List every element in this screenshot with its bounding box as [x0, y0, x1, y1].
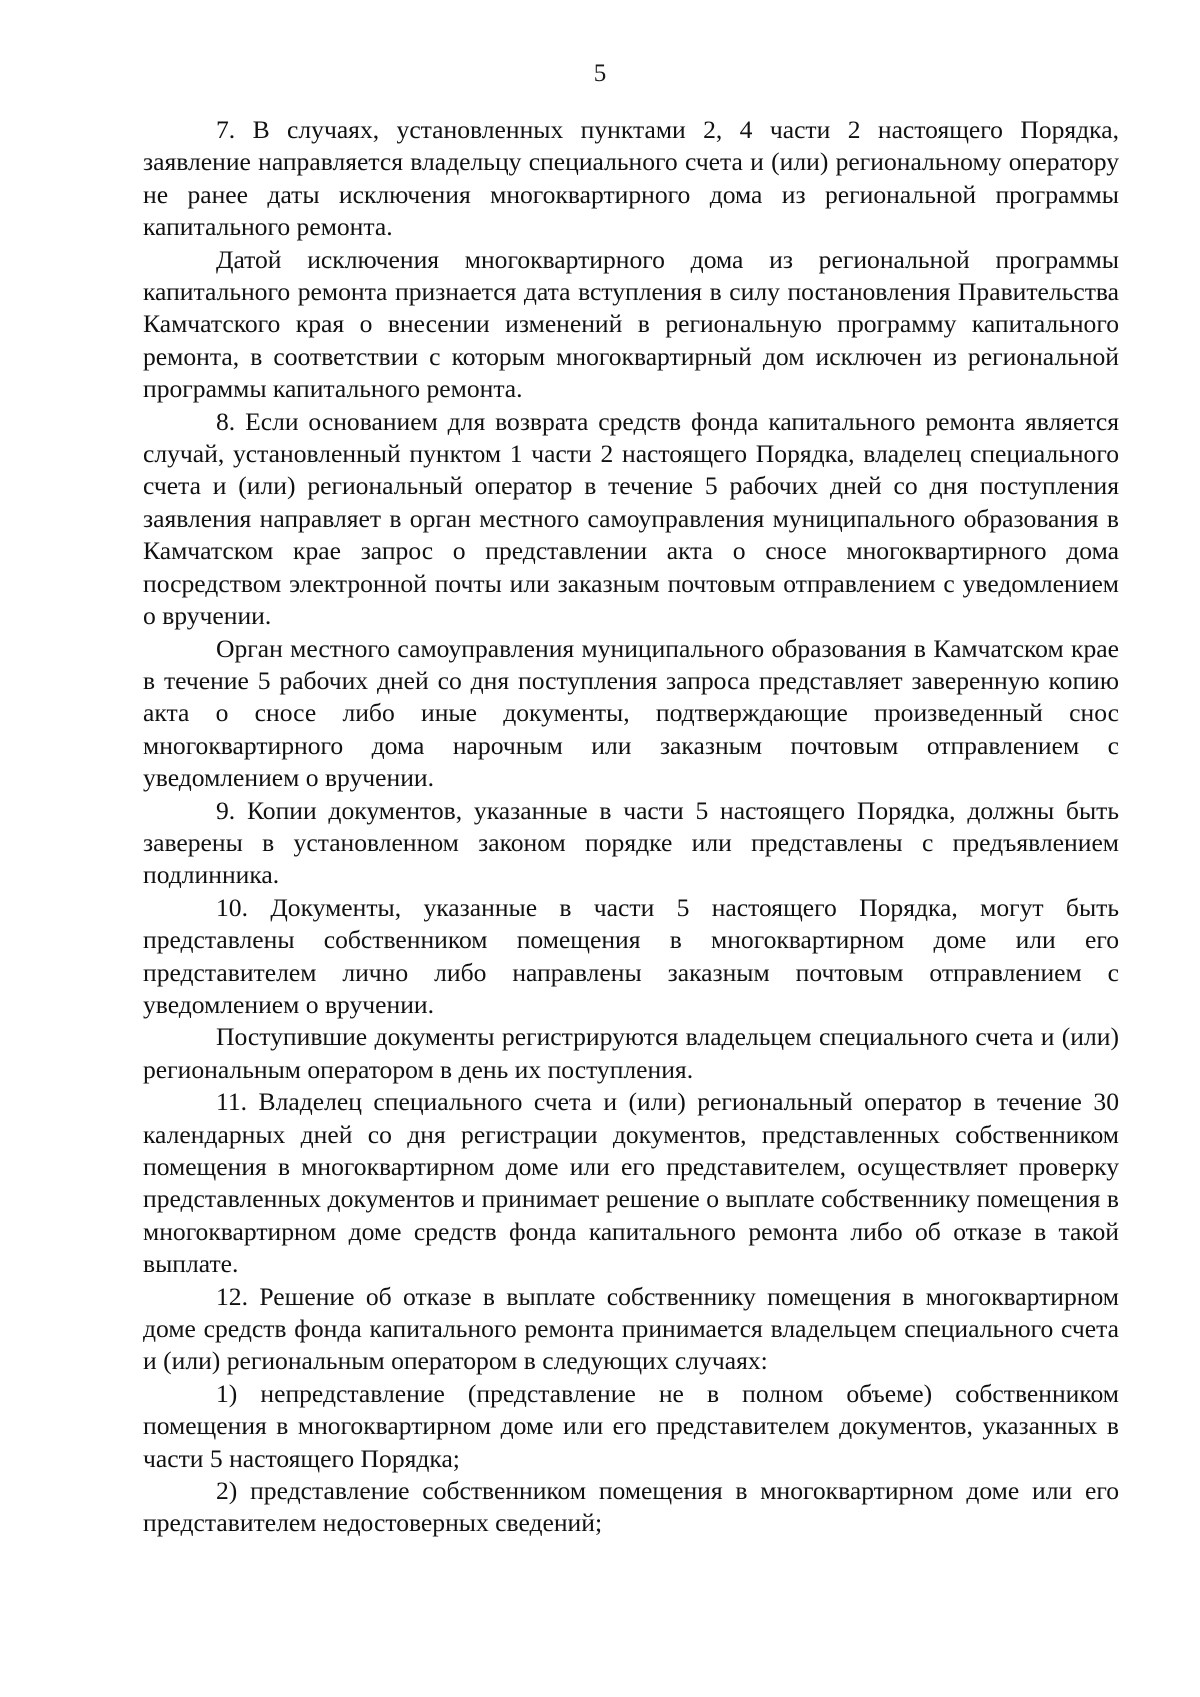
paragraph-8-local-authority: Орган местного самоуправления муниципального образования в Камчатском крае в течение 5 рабочих дней со дня поступления запроса представляет заверенную копию акта о сносе либо иные документы, подтверждающие произведенный снос многоквартирного дома нарочным или заказным почтовым отправлением с уведомлением о вручении. — [143, 633, 1119, 793]
paragraph-7: 7. В случаях, установленных пунктами 2, 4 части 2 настоящего Порядка, заявление направляется владельцу специального счета и (или) региональному оператору не ранее даты исключения многоквартирного дома из региональной программы капитального ремонта. — [143, 115, 1119, 242]
document-body — [143, 114, 1119, 1540]
paragraph-10: 10. Документы, указанные в части 5 настоящего Порядка, могут быть представлены собственником помещения в многоквартирном доме или его представителем лично либо направлены заказным почтовым отправлением с уведомлением о вручении. — [143, 892, 1119, 1019]
paragraph-8: 8. Если основанием для возврата средств фонда капитального ремонта является случай, установленный пунктом 1 части 2 настоящего Порядка, владелец специального счета и (или) региональный оператор в течение 5 рабочих дней со дня поступления заявления направляет в орган местного самоуправления муниципального образования в Камчатском крае запрос о представлении акта о сносе многоквартирного дома посредством электронной почты или заказным почтовым отправлением с уведомлением о вручении. — [143, 406, 1119, 631]
paragraph-12: 12. Решение об отказе в выплате собственнику помещения в многоквартирном доме средств фонда капитального ремонта принимается владельцем специального счета и (или) региональным оператором в следующих случаях: — [143, 1281, 1119, 1376]
paragraph-11: 11. Владелец специального счета и (или) региональный оператор в течение 30 календарных дней со дня регистрации документов, представленных собственником помещения в многоквартирном доме или его представителем, осуществляет проверку представленных документов и принимает решение о выплате собственнику помещения в многоквартирном доме средств фонда капитального ремонта либо об отказе в такой выплате. — [143, 1087, 1119, 1279]
paragraph-10-registration: Поступившие документы регистрируются владельцем специального счета и (или) региональным оператором в день их поступления. — [143, 1022, 1119, 1084]
page-number: 5 — [593, 60, 607, 87]
paragraph-12-item-1: 1) непредставление (представление не в полном объеме) собственником помещения в многоквартирном доме или его представителем документов, указанных в части 5 настоящего Порядка; — [143, 1378, 1119, 1473]
paragraph-7-exclusion-date: Датой исключения многоквартирного дома из региональной программы капитального ремонта признается дата вступления в силу постановления Правительства Камчатского края о внесении изменений в региональную программу капитального ремонта, в соответствии с которым многоквартирный дом исключен из региональной программы капитального ремонта. — [143, 244, 1119, 404]
paragraph-12-item-2: 2) представление собственником помещения в многоквартирном доме или его представителем недостоверных сведений; — [143, 1476, 1119, 1538]
paragraph-9: 9. Копии документов, указанные в части 5 настоящего Порядка, должны быть заверены в установленном законом порядке или представлены с предъявлением подлинника. — [143, 795, 1119, 890]
